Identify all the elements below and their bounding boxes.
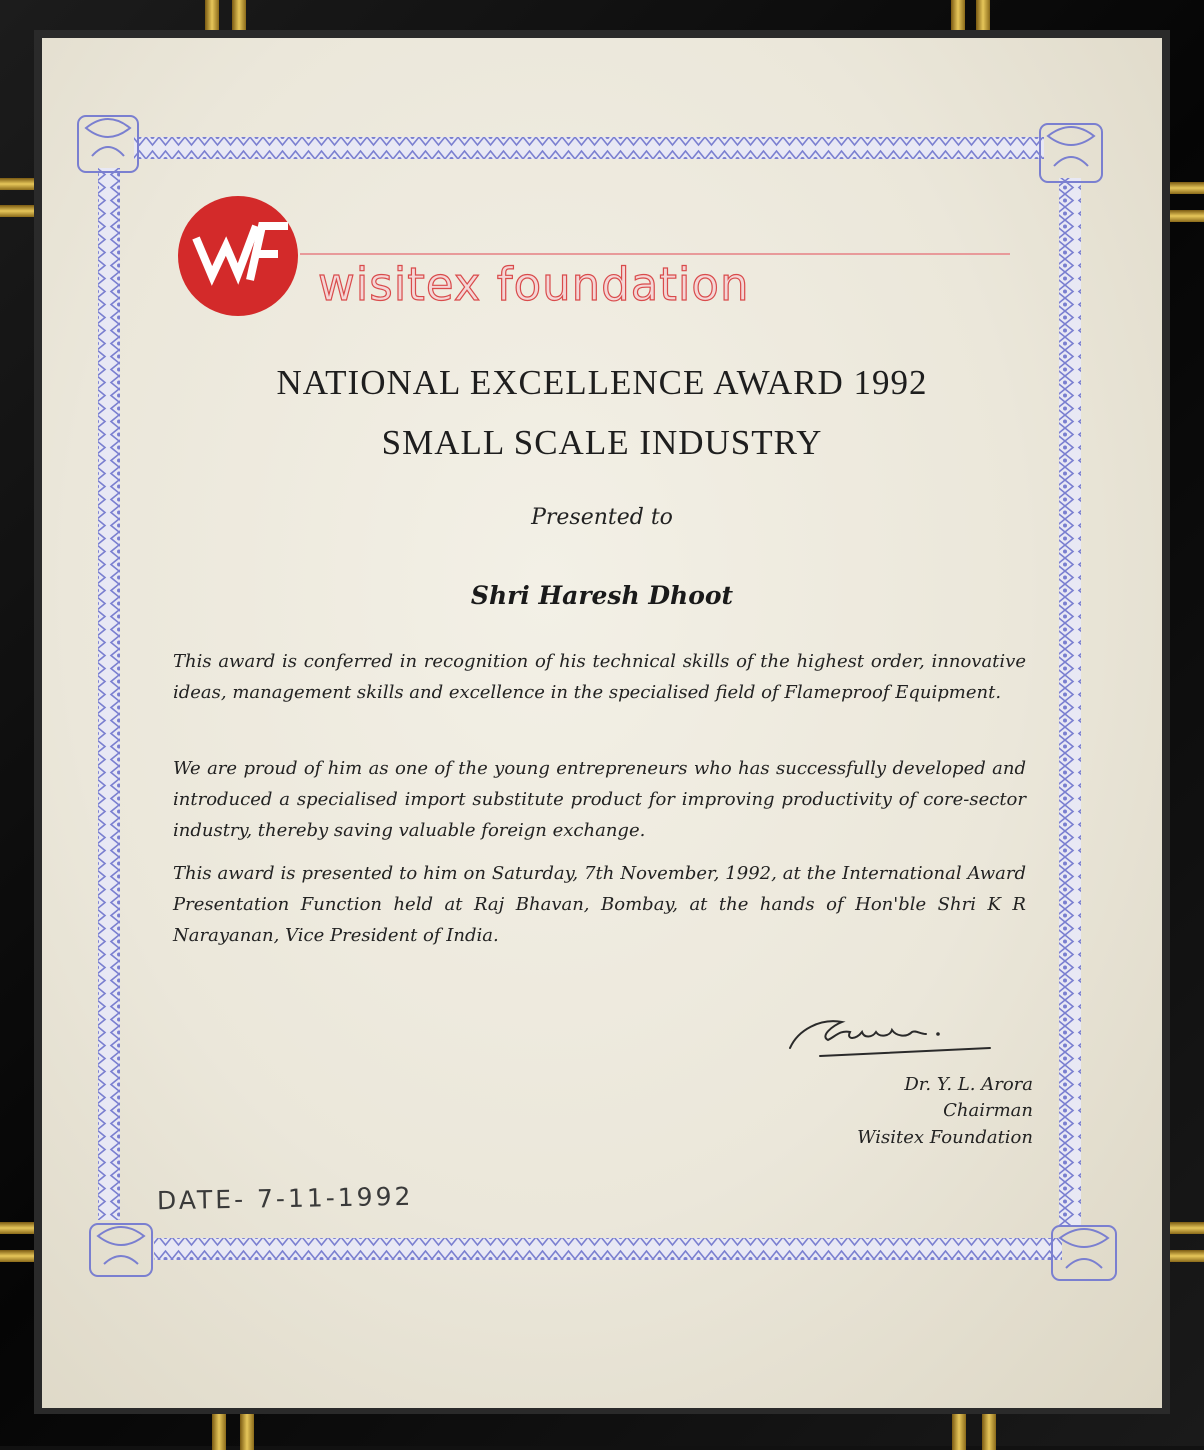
wisitex-logo bbox=[178, 196, 298, 316]
brand-rule bbox=[300, 253, 1010, 255]
signatory-role: Chairman bbox=[943, 1100, 1033, 1121]
citation-paragraph: This award is conferred in recognition of his technical skills of the highest order, innovative ideas, management skills and excellence in the specialised field of Flameproof Equipment. bbox=[173, 651, 1026, 703]
signatory-name: Dr. Y. L. Arora bbox=[904, 1074, 1033, 1095]
frame-clip bbox=[240, 1410, 254, 1450]
brand-name: wisitex foundation bbox=[318, 258, 750, 311]
frame-clip bbox=[1164, 182, 1204, 194]
frame-clip bbox=[1164, 1222, 1204, 1234]
citation-paragraph: This award is presented to him on Saturday, 7th November, 1992, at the International Award Presentation Function held at Raj Bhavan, Bombay, at the hands of Hon'ble Shri K R Narayanan, Vice President of India. bbox=[173, 863, 1026, 946]
frame-clip bbox=[1164, 210, 1204, 222]
citation-paragraph: We are proud of him as one of the young entrepreneurs who has successfully developed and introduced a specialised import substitute product for improving productivity of core-sector industry, thereby saving valuable foreign exchange. bbox=[173, 758, 1026, 841]
frame-clip bbox=[952, 1410, 966, 1450]
handwritten-signature bbox=[780, 1000, 1000, 1062]
certificate-paper bbox=[42, 38, 1162, 1408]
presented-to-label: Presented to bbox=[531, 505, 673, 530]
frame-clip bbox=[1164, 1250, 1204, 1262]
frame-clip bbox=[982, 1410, 996, 1450]
award-title: NATIONAL EXCELLENCE AWARD 1992 bbox=[276, 363, 928, 402]
handwritten-date: DATE- 7-11-1992 bbox=[156, 1181, 414, 1216]
wf-monogram-icon bbox=[178, 196, 298, 316]
award-category: SMALL SCALE INDUSTRY bbox=[381, 423, 823, 462]
recipient-name: Shri Haresh Dhoot bbox=[470, 581, 734, 610]
signatory-organization: Wisitex Foundation bbox=[857, 1127, 1033, 1148]
frame-clip bbox=[212, 1410, 226, 1450]
